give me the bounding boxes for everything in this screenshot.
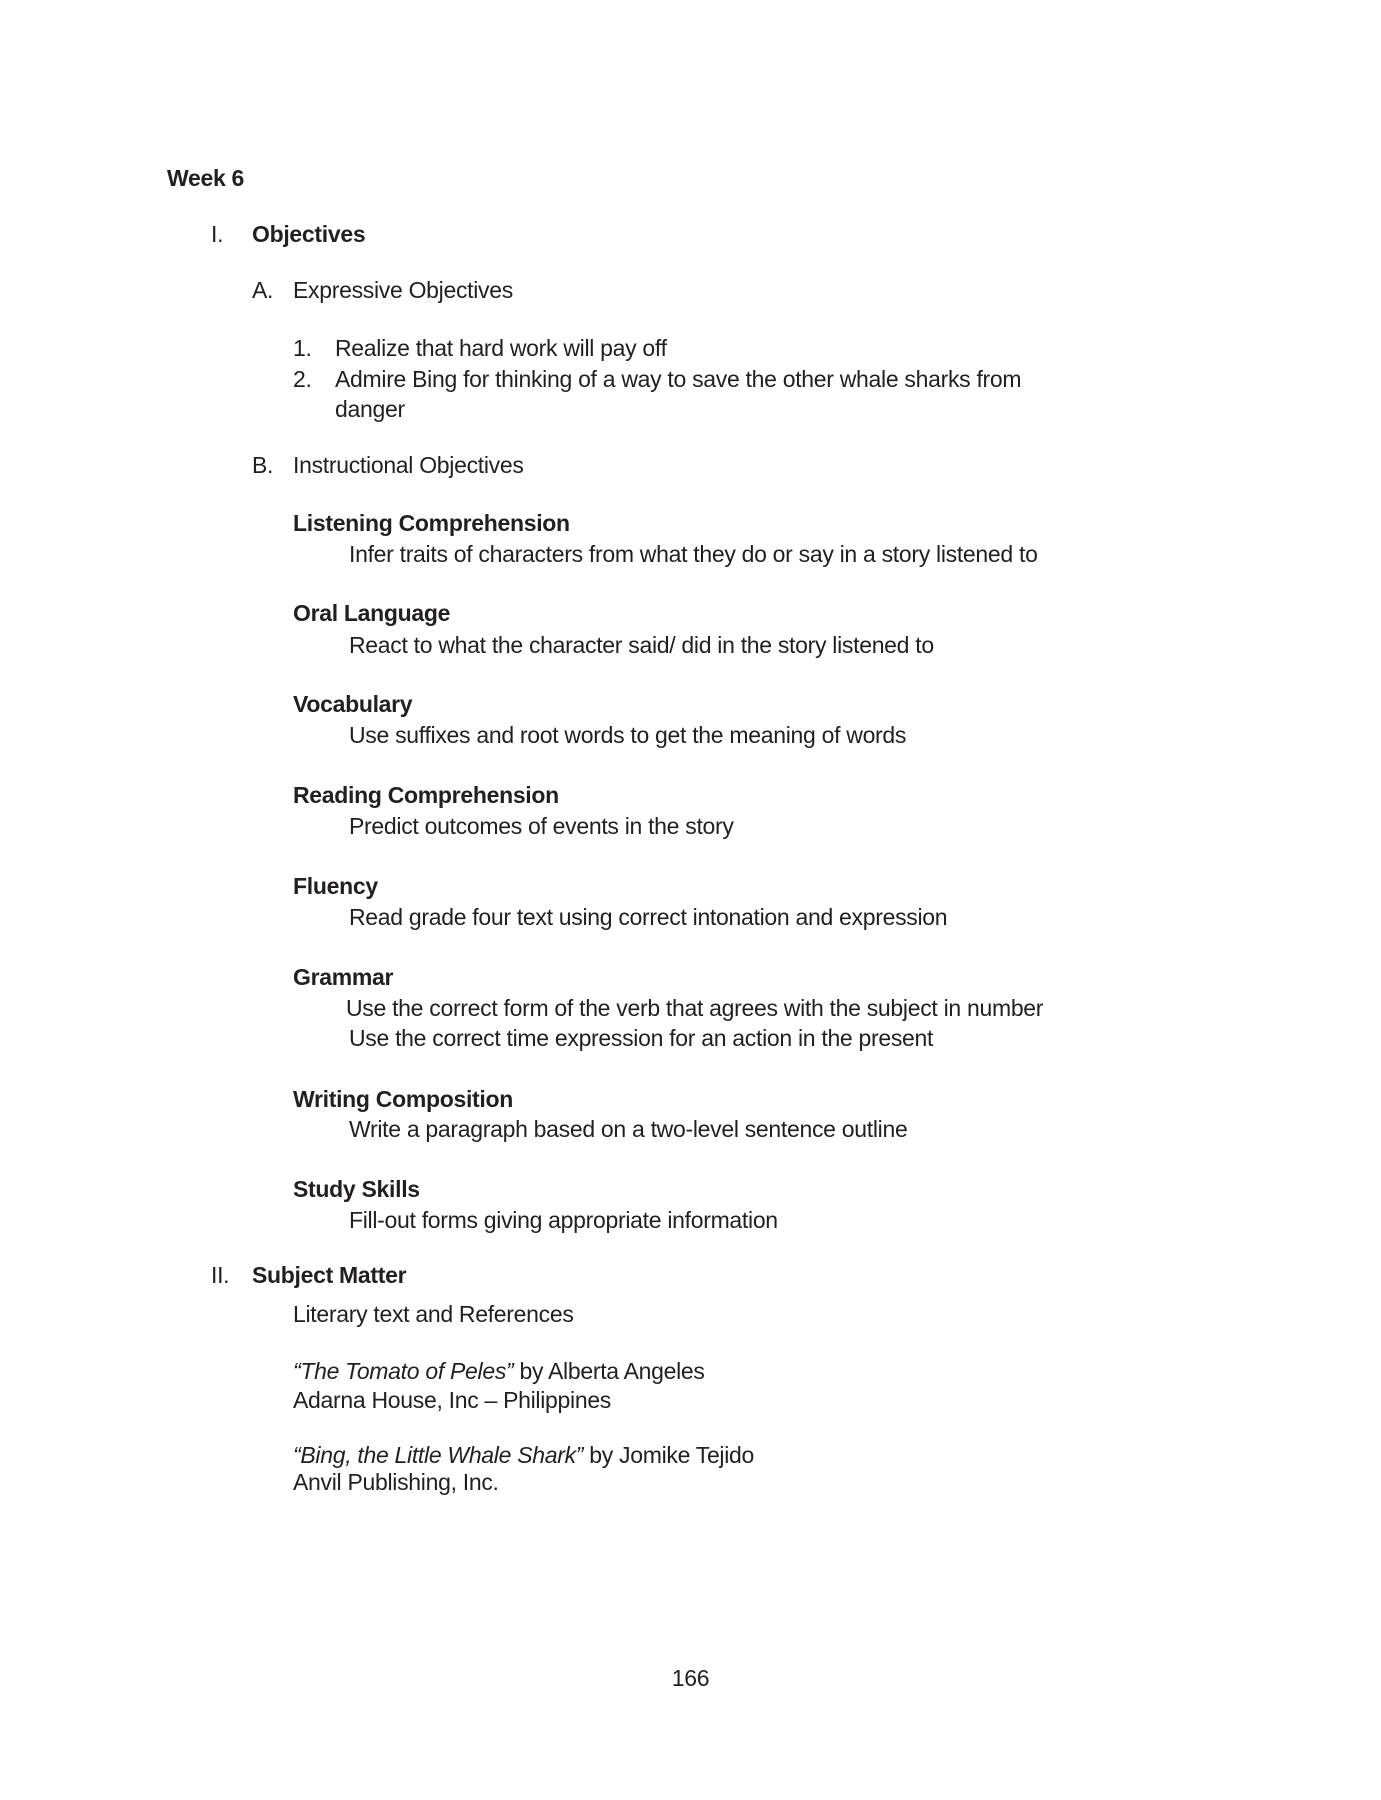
area-heading: Reading Comprehension	[293, 782, 559, 808]
area-objective: Predict outcomes of events in the story	[349, 813, 734, 839]
section-title-objectives: Objectives	[252, 221, 366, 247]
week-heading: Week 6	[167, 165, 245, 191]
section-numeral: I.	[211, 221, 224, 247]
list-item-number: 2.	[293, 366, 312, 392]
area-objective: Use suffixes and root words to get the meaning of words	[349, 722, 907, 748]
area-objective: React to what the character said/ did in the story listened to	[349, 632, 934, 658]
subsection-title-instructional: Instructional Objectives	[293, 452, 524, 478]
area-objective: Infer traits of characters from what they do or say in a story listened to	[349, 541, 1038, 567]
area-objective: Use the correct time expression for an action in the present	[349, 1025, 934, 1051]
page-number: 166	[671, 1665, 710, 1691]
reference-title-line	[293, 1357, 705, 1385]
section-title-subject-matter: Subject Matter	[252, 1262, 407, 1288]
reference-author: by Alberta Angeles	[513, 1358, 705, 1384]
area-objective: Fill-out forms giving appropriate information	[349, 1207, 778, 1233]
area-objective: Read grade four text using correct intonation and expression	[349, 904, 948, 930]
reference-title: “The Tomato of Peles”	[293, 1358, 514, 1384]
subject-subtitle: Literary text and References	[293, 1301, 574, 1327]
section-numeral: II.	[211, 1262, 230, 1288]
subsection-letter: A.	[252, 277, 274, 303]
reference-title-line	[293, 1441, 754, 1469]
area-objective: Write a paragraph based on a two-level sentence outline	[349, 1116, 908, 1142]
list-item-text: Realize that hard work will pay off	[335, 335, 667, 361]
list-item-number: 1.	[293, 335, 312, 361]
area-heading: Oral Language	[293, 600, 451, 626]
subsection-letter: B.	[252, 452, 274, 478]
reference-publisher: Adarna House, Inc – Philippines	[293, 1387, 612, 1413]
subsection-title-expressive: Expressive Objectives	[293, 277, 513, 303]
area-heading: Vocabulary	[293, 691, 413, 717]
reference-title: “Bing, the Little Whale Shark”	[293, 1442, 584, 1468]
reference-publisher: Anvil Publishing, Inc.	[293, 1469, 499, 1495]
list-item-text: Admire Bing for thinking of a way to save the other whale sharks from	[335, 366, 1022, 392]
area-heading: Fluency	[293, 873, 378, 899]
area-heading: Study Skills	[293, 1176, 420, 1202]
area-heading: Listening Comprehension	[293, 510, 570, 536]
area-objective: Use the correct form of the verb that agrees with the subject in number	[346, 995, 1044, 1021]
reference-author: by Jomike Tejido	[583, 1442, 755, 1468]
area-heading: Writing Composition	[293, 1086, 514, 1112]
list-item-continuation: danger	[335, 396, 405, 422]
area-heading: Grammar	[293, 964, 394, 990]
